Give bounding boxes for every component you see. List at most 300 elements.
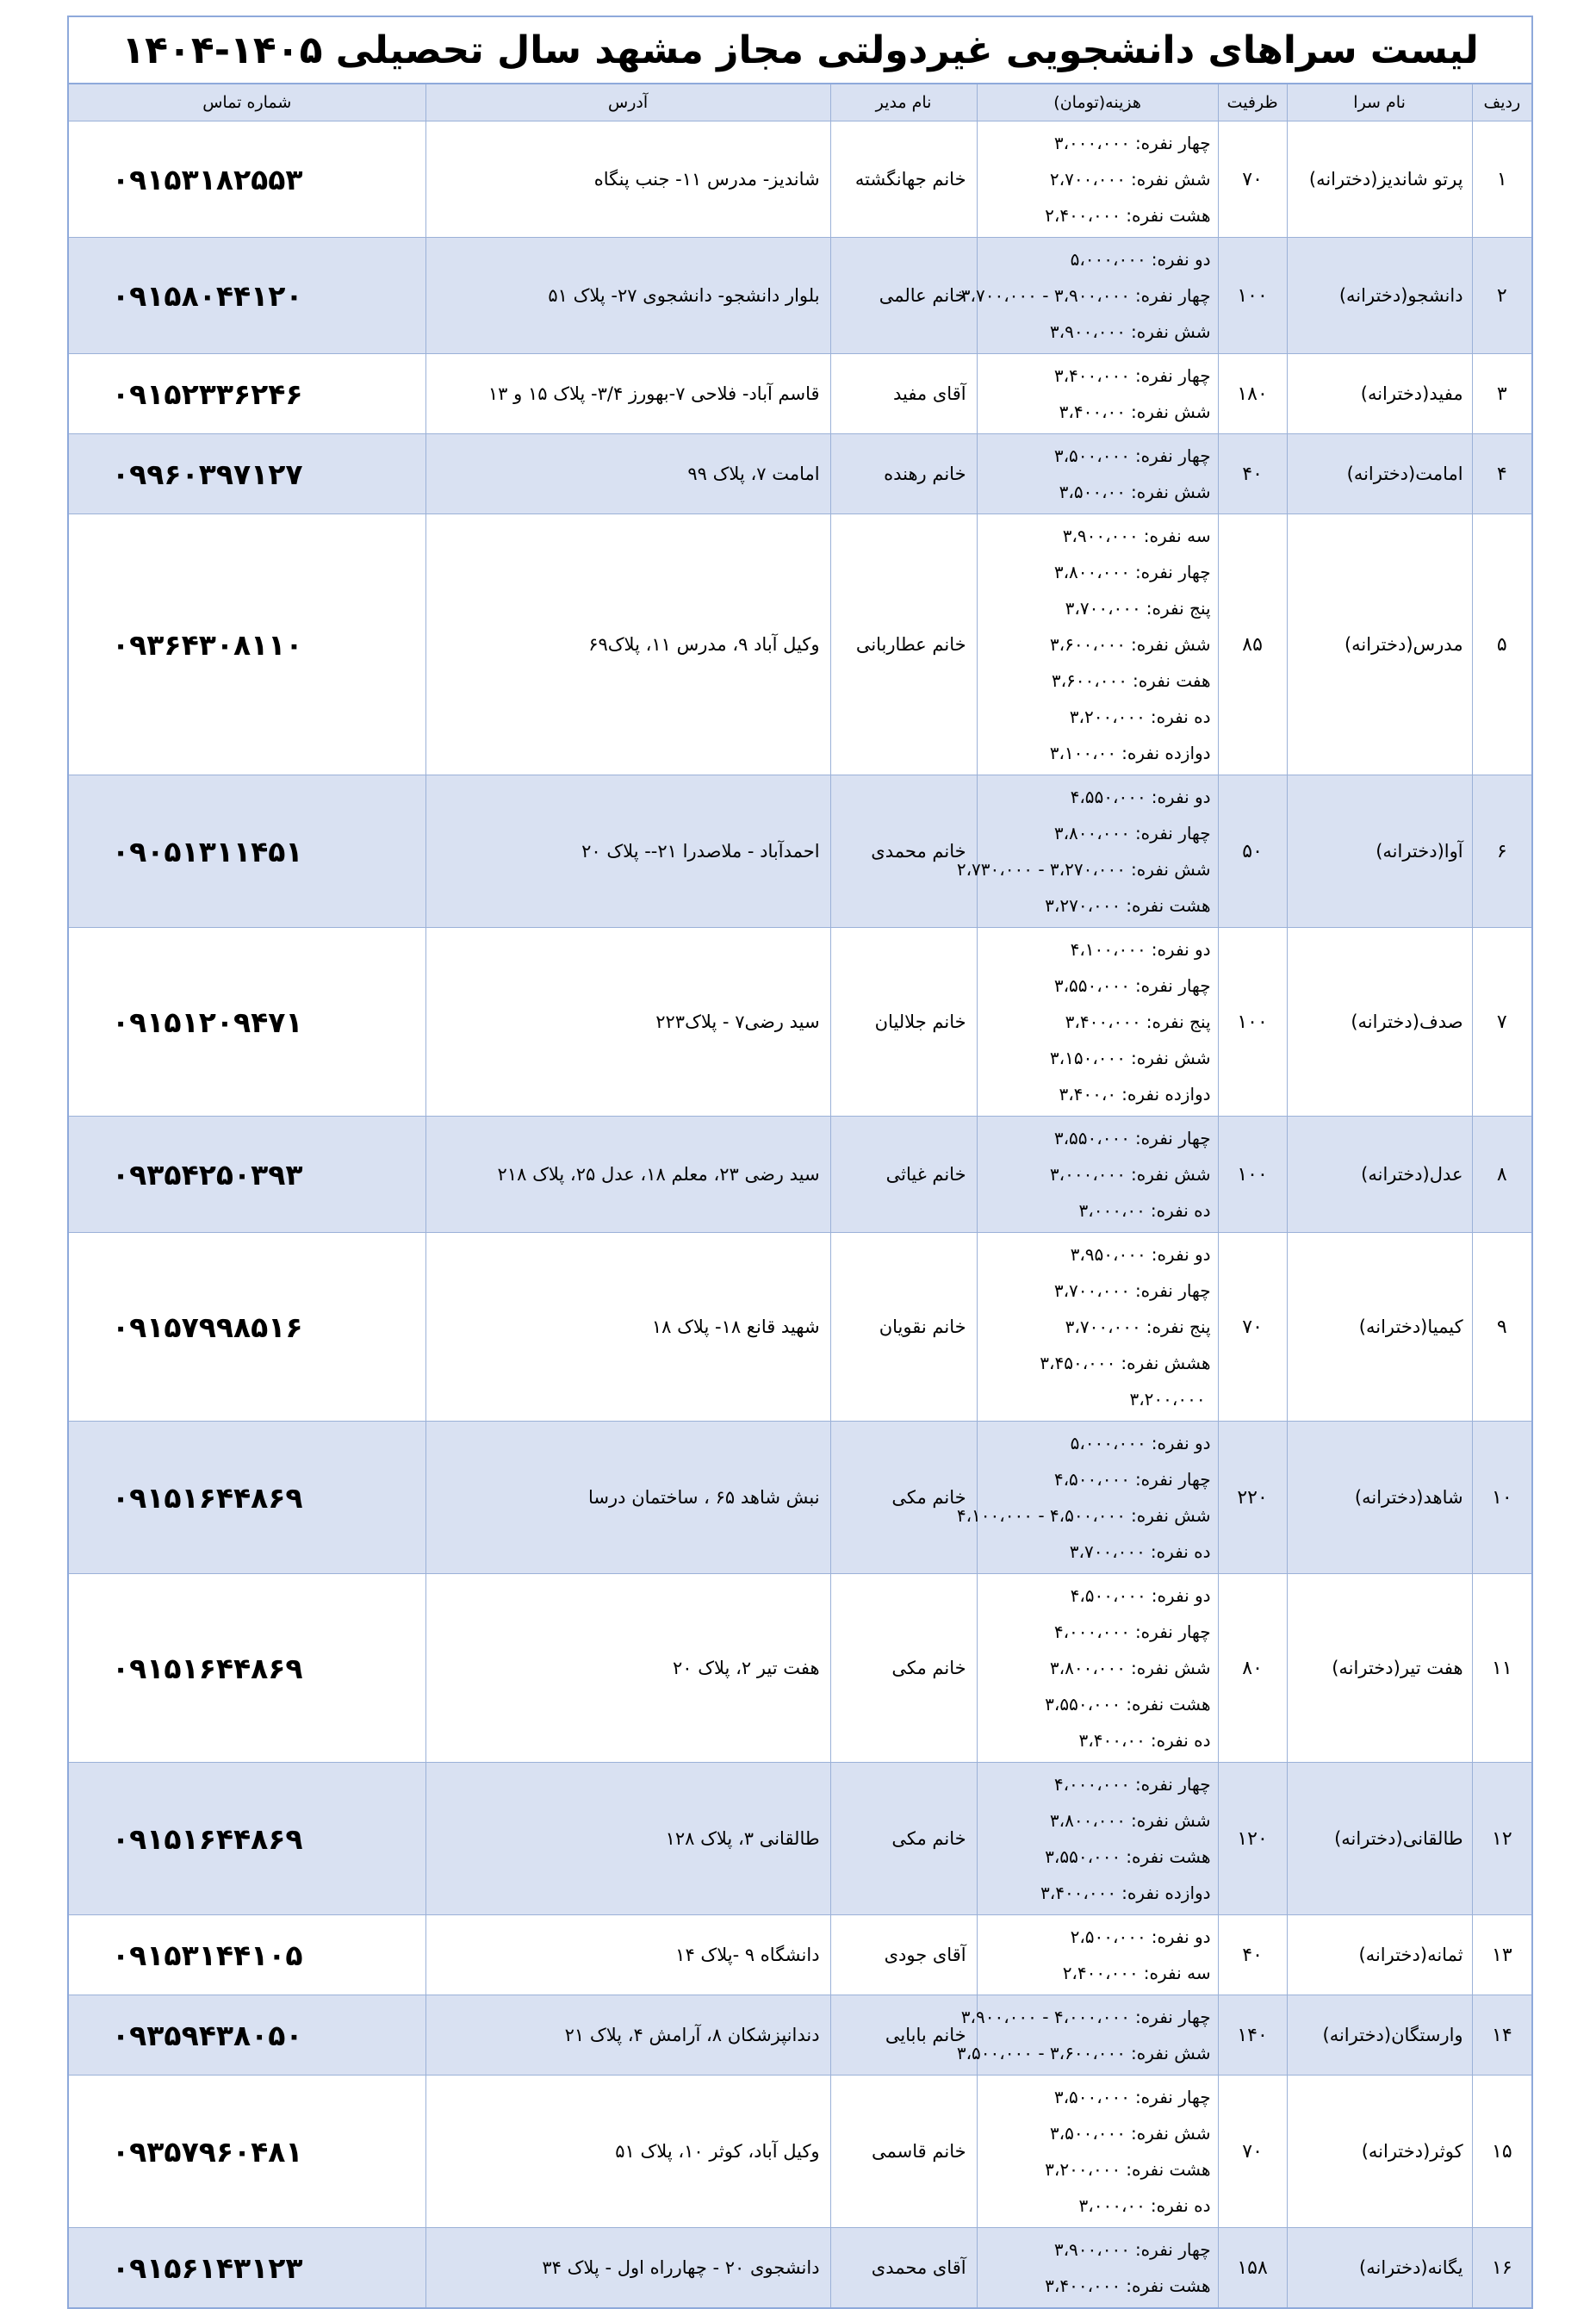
cost-line — [984, 2079, 1211, 2115]
cost-amount: ۳،۰۰۰،۰۰۰ — [1049, 1164, 1127, 1185]
address-text: نبش شاهد ۶۵ ، ساختمان درسا — [425, 1422, 830, 1574]
capacity-value: ۱۲۰ — [1218, 1763, 1287, 1915]
capacity-value: ۱۵۸ — [1218, 2228, 1287, 2309]
cost-amount: ۴،۰۰۰،۰۰۰ — [1053, 1621, 1130, 1642]
cost-room-type: شش نفره: — [1131, 1164, 1211, 1185]
manager-name: آقای جودی — [830, 1915, 977, 1995]
cost-amount: ۲،۷۰۰،۰۰۰ — [1049, 169, 1127, 190]
cost-room-type: هشت نفره: — [1126, 1694, 1211, 1715]
cost-room-type: شش نفره: — [1131, 1810, 1211, 1831]
address-text: دندانپزشکان ۸، آرامش ۴، پلاک ۲۱ — [425, 1995, 830, 2076]
cost-amount: ۲،۴۰۰،۰۰۰ — [1045, 205, 1121, 226]
row-index: ۱۰ — [1472, 1422, 1532, 1574]
cost-room-type: چهار نفره: — [1134, 2007, 1211, 2027]
phone-number: ۰۹۳۵۷۹۶۰۴۸۱ — [68, 2076, 425, 2228]
cost-room-type: هفت نفره: — [1132, 670, 1211, 691]
cost-line — [984, 438, 1211, 474]
cost-room-type: پنج نفره: — [1146, 1011, 1211, 1032]
row-index: ۱ — [1472, 121, 1532, 238]
table-row — [68, 1422, 1532, 1574]
cost-list — [956, 775, 1218, 928]
header-cost: هزینه(تومان) — [977, 84, 1218, 121]
cost-line — [956, 851, 1211, 887]
dormitory-name: دانشجو(دخترانه) — [1287, 238, 1472, 354]
row-index: ۱۲ — [1472, 1763, 1532, 1915]
cost-room-type: ده نفره: — [1150, 706, 1211, 727]
cost-line — [984, 815, 1211, 851]
dormitory-name: مدرس(دخترانه) — [1287, 514, 1472, 775]
table-row — [68, 354, 1532, 434]
cost-line — [984, 590, 1211, 626]
cost-line — [984, 2188, 1211, 2224]
capacity-value: ۱۸۰ — [1218, 354, 1287, 434]
cost-line — [984, 1919, 1211, 1955]
cost-room-type: هشش نفره: — [1121, 1353, 1211, 1373]
cost-amount: ۵،۰۰۰،۰۰۰ — [1070, 1433, 1146, 1453]
cost-list — [977, 1763, 1218, 1915]
cost-amount: ۴،۵۰۰،۰۰۰ — [1053, 1469, 1130, 1490]
header-capacity: ظرفیت — [1218, 84, 1287, 121]
dormitory-name: شاهد(دخترانه) — [1287, 1422, 1472, 1574]
manager-name: خانم غیاثی — [830, 1117, 977, 1233]
address-text: بلوار دانشجو- دانشجوی ۲۷- پلاک ۵۱ — [425, 238, 830, 354]
cost-amount: ۳،۴۰۰،۰۰۰ — [1053, 365, 1130, 386]
cost-list — [977, 2076, 1218, 2228]
cost-amount: ۳،۶۰۰،۰۰۰ - ۳،۵۰۰،۰۰۰ — [956, 2043, 1127, 2063]
cost-list — [977, 1574, 1218, 1763]
cost-line — [984, 1578, 1211, 1614]
table-row — [68, 434, 1532, 514]
table-row — [68, 1763, 1532, 1915]
row-index: ۸ — [1472, 1117, 1532, 1233]
cost-line — [984, 1614, 1211, 1650]
address-text: هفت تیر ۲، پلاک ۲۰ — [425, 1574, 830, 1763]
table-row — [68, 1995, 1532, 2076]
cost-line — [984, 1802, 1211, 1839]
phone-number: ۰۹۰۵۱۳۱۱۴۵۱ — [68, 775, 425, 928]
table-row — [68, 2076, 1532, 2228]
cost-line — [984, 518, 1211, 554]
table-row — [68, 238, 1532, 354]
table-row — [68, 1574, 1532, 1763]
dormitory-name: صدف(دخترانه) — [1287, 928, 1472, 1117]
manager-name: خانم مکی — [830, 1422, 977, 1574]
row-index: ۹ — [1472, 1233, 1532, 1422]
dormitory-name: مفید(دخترانه) — [1287, 354, 1472, 434]
capacity-value: ۷۰ — [1218, 1233, 1287, 1422]
cost-amount: ۳،۲۰۰،۰۰۰ — [1045, 2159, 1121, 2180]
cost-amount: ۳،۴۰۰،۰۰ — [1078, 1730, 1146, 1751]
cost-line — [984, 1722, 1211, 1758]
manager-name: خانم عالمی — [830, 238, 977, 354]
cost-amount: ۳،۵۵۰،۰۰۰ — [1053, 1128, 1130, 1148]
dormitory-name: پرتو شاندیز(دخترانه) — [1287, 121, 1472, 238]
phone-number: ۰۹۳۵۴۲۵۰۳۹۳ — [68, 1117, 425, 1233]
phone-number: ۰۹۱۵۷۹۹۸۵۱۶ — [68, 1233, 425, 1422]
cost-line — [984, 779, 1211, 815]
manager-name: خانم رهنده — [830, 434, 977, 514]
phone-number: ۰۹۱۵۱۲۰۹۴۷۱ — [68, 928, 425, 1117]
cost-line — [984, 1076, 1211, 1112]
cost-line — [984, 1686, 1211, 1722]
cost-amount: ۳،۲۷۰،۰۰۰ — [1045, 895, 1121, 916]
address-text: شهید قانع ۱۸- پلاک ۱۸ — [425, 1233, 830, 1422]
address-text: شاندیز- مدرس ۱۱- جنب پنگاه — [425, 121, 830, 238]
table-row — [68, 2228, 1532, 2309]
phone-number: ۰۹۹۶۰۳۹۷۱۲۷ — [68, 434, 425, 514]
phone-number: ۰۹۳۶۴۳۰۸۱۱۰ — [68, 514, 425, 775]
table-row — [68, 1233, 1532, 1422]
cost-room-type: شش نفره: — [1131, 634, 1211, 655]
phone-number: ۰۹۱۵۸۰۴۴۱۲۰ — [68, 238, 425, 354]
dormitory-name: وارستگان(دخترانه) — [1287, 1995, 1472, 2076]
cost-amount: ۴،۵۵۰،۰۰۰ — [1070, 787, 1146, 807]
cost-amount: ۳،۵۰۰،۰۰۰ — [1049, 2123, 1127, 2144]
cost-amount: ۳،۵۵۰،۰۰۰ — [1053, 975, 1130, 996]
cost-amount: ۳،۹۰۰،۰۰۰ — [1062, 526, 1139, 546]
manager-name: خانم عطاربانی — [830, 514, 977, 775]
cost-amount: ۳،۹۵۰،۰۰۰ — [1070, 1244, 1146, 1265]
cost-room-type: دو نفره: — [1151, 1244, 1211, 1265]
cost-amount: ۳،۶۰۰،۰۰۰ — [1051, 670, 1127, 691]
cost-amount: ۳،۵۵۰،۰۰۰ — [1045, 1694, 1121, 1715]
cost-list — [977, 354, 1218, 434]
table-header-row — [68, 84, 1532, 121]
header-manager: نام مدیر — [830, 84, 977, 121]
cost-line — [984, 2231, 1211, 2268]
cost-room-type: هشت نفره: — [1126, 1846, 1211, 1867]
cost-amount: ۳،۴۰۰،۰۰۰ — [1040, 1883, 1117, 1903]
header-name: نام سرا — [1287, 84, 1472, 121]
manager-name: خانم مکی — [830, 1574, 977, 1763]
cost-room-type: چهار نفره: — [1134, 133, 1211, 153]
table-row — [68, 1117, 1532, 1233]
address-text: امامت ۷، پلاک ۹۹ — [425, 434, 830, 514]
cost-room-type: هشت نفره: — [1126, 2159, 1211, 2180]
cost-line — [984, 197, 1211, 233]
cost-room-type: پنج نفره: — [1146, 598, 1211, 619]
cost-amount: ۴،۰۰۰،۰۰۰ - ۳،۹۰۰،۰۰۰ — [960, 2007, 1130, 2027]
header-index: ردیف — [1472, 84, 1532, 121]
address-text: سید رضی۷ - پلاک۲۲۳ — [425, 928, 830, 1117]
cost-room-type: ده نفره: — [1150, 1541, 1211, 1562]
dormitory-name: امامت(دخترانه) — [1287, 434, 1472, 514]
cost-amount: ۳،۹۰۰،۰۰۰ — [1049, 321, 1127, 342]
cost-amount: ۳،۹۰۰،۰۰۰ — [1053, 2239, 1130, 2260]
dormitory-name: طالقانی(دخترانه) — [1287, 1763, 1472, 1915]
cost-amount: ۲،۴۰۰،۰۰۰ — [1062, 1963, 1139, 1983]
cost-room-type: شش نفره: — [1131, 401, 1211, 422]
cost-line — [984, 1040, 1211, 1076]
cost-room-type: دو نفره: — [1151, 787, 1211, 807]
cost-line — [984, 125, 1211, 161]
row-index: ۱۳ — [1472, 1915, 1532, 1995]
cost-line — [984, 735, 1211, 771]
address-text: قاسم آباد- فلاحی ۷-بهورز ۳/۴- پلاک ۱۵ و ۱۳ — [425, 354, 830, 434]
cost-amount: ۴،۵۰۰،۰۰۰ - ۴،۱۰۰،۰۰۰ — [956, 1505, 1127, 1526]
phone-number: ۰۹۱۵۱۶۴۴۸۶۹ — [68, 1422, 425, 1574]
dormitory-name: کیمیا(دخترانه) — [1287, 1233, 1472, 1422]
cost-line — [984, 1345, 1211, 1381]
cost-room-type: چهار نفره: — [1134, 1621, 1211, 1642]
cost-room-type: دوازده نفره: — [1121, 1084, 1211, 1105]
row-index: ۴ — [1472, 434, 1532, 514]
cost-room-type: چهار نفره: — [1134, 1280, 1211, 1301]
cost-line — [984, 663, 1211, 699]
cost-amount: ۳،۵۰۰،۰۰ — [1059, 482, 1127, 502]
cost-line — [984, 1236, 1211, 1273]
cost-room-type: شش نفره: — [1131, 482, 1211, 502]
manager-name: خانم قاسمی — [830, 2076, 977, 2228]
cost-room-type: چهار نفره: — [1134, 1469, 1211, 1490]
cost-line — [984, 931, 1211, 968]
table-row — [68, 1915, 1532, 1995]
row-index: ۳ — [1472, 354, 1532, 434]
cost-amount: ۳،۰۰۰،۰۰ — [1078, 2195, 1146, 2216]
cost-amount: ۳،۷۰۰،۰۰۰ — [1065, 598, 1141, 619]
row-index: ۵ — [1472, 514, 1532, 775]
row-index: ۶ — [1472, 775, 1532, 928]
address-text: سید رضی ۲۳، معلم ۱۸، عدل ۲۵، پلاک ۲۱۸ — [425, 1117, 830, 1233]
cost-amount: ۴،۱۰۰،۰۰۰ — [1070, 939, 1146, 960]
cost-list — [977, 928, 1218, 1117]
cost-line — [984, 968, 1211, 1004]
cost-line — [984, 314, 1211, 350]
cost-line — [984, 241, 1211, 277]
row-index: ۲ — [1472, 238, 1532, 354]
cost-amount: ۳،۴۰۰،۰۰ — [1059, 401, 1127, 422]
cost-amount: ۳،۸۰۰،۰۰۰ — [1053, 823, 1130, 843]
cost-room-type: هشت نفره: — [1126, 2275, 1211, 2296]
capacity-value: ۱۰۰ — [1218, 238, 1287, 354]
cost-amount: ۳،۸۰۰،۰۰۰ — [1049, 1658, 1127, 1678]
cost-room-type: چهار نفره: — [1134, 2087, 1211, 2107]
header-address: آدرس — [425, 84, 830, 121]
cost-room-type: شش نفره: — [1131, 2043, 1211, 2063]
capacity-value: ۱۴۰ — [1218, 1995, 1287, 2076]
dormitory-table — [67, 16, 1533, 2309]
manager-name: آقای مفید — [830, 354, 977, 434]
cost-list — [956, 1995, 1218, 2076]
manager-name: خانم مکی — [830, 1763, 977, 1915]
dormitory-name: آوا(دخترانه) — [1287, 775, 1472, 928]
cost-amount: ۳،۱۰۰،۰۰ — [1049, 743, 1117, 763]
cost-amount: ۳،۹۰۰،۰۰۰ - ۳،۷۰۰،۰۰۰ — [960, 285, 1130, 306]
cost-room-type: چهار نفره: — [1134, 1128, 1211, 1148]
row-index: ۱۶ — [1472, 2228, 1532, 2309]
cost-room-type: سه نفره: — [1143, 1963, 1211, 1983]
cost-amount: ۳،۵۵۰،۰۰۰ — [1045, 1846, 1121, 1867]
cost-room-type: شش نفره: — [1131, 1658, 1211, 1678]
dormitory-name: کوثر(دخترانه) — [1287, 2076, 1472, 2228]
row-index: ۷ — [1472, 928, 1532, 1117]
cost-line — [984, 626, 1211, 663]
cost-room-type: دوازده نفره: — [1121, 743, 1211, 763]
table-row — [68, 514, 1532, 775]
cost-list — [977, 2228, 1218, 2309]
phone-number: ۰۹۱۵۱۶۴۴۸۶۹ — [68, 1574, 425, 1763]
address-text: وکیل آباد ۹، مدرس ۱۱، پلاک۶۹ — [425, 514, 830, 775]
capacity-value: ۱۰۰ — [1218, 928, 1287, 1117]
cost-line — [984, 554, 1211, 590]
cost-room-type: هشت نفره: — [1126, 895, 1211, 916]
dormitory-name: عدل(دخترانه) — [1287, 1117, 1472, 1233]
cost-line — [984, 2115, 1211, 2151]
phone-number: ۰۹۱۵۶۱۴۳۱۲۳ — [68, 2228, 425, 2309]
dormitory-list-sheet — [67, 16, 1531, 2309]
cost-room-type: سه نفره: — [1143, 526, 1211, 546]
capacity-value: ۱۰۰ — [1218, 1117, 1287, 1233]
cost-line — [984, 1192, 1211, 1229]
cost-line — [984, 1309, 1211, 1345]
capacity-value: ۵۰ — [1218, 775, 1287, 928]
cost-line — [984, 1534, 1211, 1570]
cost-line — [984, 394, 1211, 430]
cost-room-type: شش نفره: — [1131, 2123, 1211, 2144]
cost-list — [977, 1117, 1218, 1233]
cost-room-type: دو نفره: — [1151, 1926, 1211, 1947]
cost-list — [977, 514, 1218, 775]
cost-line — [984, 1955, 1211, 1991]
cost-list — [977, 434, 1218, 514]
phone-number: ۰۹۱۵۳۱۴۴۱۰۵ — [68, 1915, 425, 1995]
cost-line — [960, 277, 1211, 314]
cost-line — [984, 358, 1211, 394]
cost-line — [984, 1839, 1211, 1875]
cost-line — [984, 2268, 1211, 2304]
cost-room-type: دوازده نفره: — [1121, 1883, 1211, 1903]
manager-name: آقای محمدی — [830, 2228, 977, 2309]
cost-line — [960, 1999, 1211, 2035]
manager-name: خانم جهانگشته — [830, 121, 977, 238]
cost-amount: ۳،۷۰۰،۰۰۰ — [1065, 1316, 1141, 1337]
cost-room-type: شش نفره: — [1131, 169, 1211, 190]
address-text: دانشجوی ۲۰ - چهارراه اول - پلاک ۳۴ — [425, 2228, 830, 2309]
cost-line — [984, 1120, 1211, 1156]
cost-line — [984, 1273, 1211, 1309]
address-text: طالقانی ۳، پلاک ۱۲۸ — [425, 1763, 830, 1915]
capacity-value: ۷۰ — [1218, 121, 1287, 238]
cost-room-type: ده نفره: — [1150, 2195, 1211, 2216]
cost-line — [984, 474, 1211, 510]
cost-list — [956, 1422, 1218, 1574]
capacity-value: ۲۲۰ — [1218, 1422, 1287, 1574]
cost-line — [984, 161, 1211, 197]
cost-amount: ۳،۴۰۰،۰۰۰ — [1065, 1011, 1141, 1032]
cost-line — [956, 2035, 1211, 2071]
cost-room-type: دو نفره: — [1151, 1585, 1211, 1606]
phone-number: ۰۹۱۵۲۳۳۶۲۴۶ — [68, 354, 425, 434]
row-index: ۱۴ — [1472, 1995, 1532, 2076]
cost-room-type: چهار نفره: — [1134, 1774, 1211, 1795]
cost-amount: ۳،۵۰۰،۰۰۰ — [1053, 445, 1130, 466]
cost-amount: ۵،۰۰۰،۰۰۰ — [1070, 249, 1146, 270]
cost-room-type: شش نفره: — [1131, 859, 1211, 880]
cost-amount: ۳،۲۰۰،۰۰۰ — [1129, 1389, 1206, 1410]
cost-list — [977, 1233, 1218, 1422]
header-phone: شماره تماس — [68, 84, 425, 121]
dormitory-name: یگانه(دخترانه) — [1287, 2228, 1472, 2309]
phone-number: ۰۹۳۵۹۴۳۸۰۵۰ — [68, 1995, 425, 2076]
cost-amount: ۳،۷۰۰،۰۰۰ — [1069, 1541, 1146, 1562]
manager-name: خانم جلالیان — [830, 928, 977, 1117]
cost-room-type: چهار نفره: — [1134, 445, 1211, 466]
phone-number: ۰۹۱۵۱۶۴۴۸۶۹ — [68, 1763, 425, 1915]
cost-line — [984, 1461, 1211, 1497]
cost-room-type: دو نفره: — [1151, 1433, 1211, 1453]
table-body — [68, 121, 1532, 2309]
cost-amount: ۳،۴۵۰،۰۰۰ — [1040, 1353, 1116, 1373]
cost-amount: ۳،۶۰۰،۰۰۰ — [1049, 634, 1127, 655]
cost-room-type: چهار نفره: — [1134, 285, 1211, 306]
cost-line — [984, 1156, 1211, 1192]
cost-line — [984, 1004, 1211, 1040]
cost-list — [960, 238, 1218, 354]
capacity-value: ۸۰ — [1218, 1574, 1287, 1763]
cost-room-type: شش نفره: — [1131, 1048, 1211, 1068]
capacity-value: ۴۰ — [1218, 1915, 1287, 1995]
phone-number: ۰۹۱۵۳۱۸۲۵۵۳ — [68, 121, 425, 238]
cost-room-type: شش نفره: — [1131, 1505, 1211, 1526]
cost-amount: ۳،۴۰۰،۰ — [1059, 1084, 1117, 1105]
cost-room-type: ده نفره: — [1150, 1200, 1211, 1221]
manager-name: خانم نقویان — [830, 1233, 977, 1422]
cost-line — [984, 1381, 1211, 1417]
page-title: لیست سراهای دانشجویی غیردولتی مجاز مشهد سال تحصیلی ۱۴۰۵-۱۴۰۴ — [68, 16, 1532, 84]
table-row — [68, 928, 1532, 1117]
cost-line — [984, 1650, 1211, 1686]
cost-amount: ۳،۰۰۰،۰۰۰ — [1053, 133, 1130, 153]
cost-amount: ۳،۲۰۰،۰۰۰ — [1069, 706, 1146, 727]
cost-amount: ۳،۰۰۰،۰۰ — [1078, 1200, 1146, 1221]
dormitory-name: هفت تیر(دخترانه) — [1287, 1574, 1472, 1763]
cost-room-type: چهار نفره: — [1134, 823, 1211, 843]
dormitory-name: ثمانه(دخترانه) — [1287, 1915, 1472, 1995]
cost-room-type: پنج نفره: — [1146, 1316, 1211, 1337]
cost-amount: ۴،۰۰۰،۰۰۰ — [1053, 1774, 1130, 1795]
address-text: احمدآباد - ملاصدرا ۲۱-- پلاک ۲۰ — [425, 775, 830, 928]
cost-line — [984, 699, 1211, 735]
cost-line — [984, 1425, 1211, 1461]
manager-name: خانم محمدی — [830, 775, 977, 928]
cost-line — [984, 1875, 1211, 1911]
cost-room-type: چهار نفره: — [1134, 365, 1211, 386]
table-row — [68, 121, 1532, 238]
cost-line — [956, 1497, 1211, 1534]
cost-room-type: هشت نفره: — [1126, 205, 1211, 226]
manager-name: خانم بابایی — [830, 1995, 977, 2076]
cost-line — [984, 887, 1211, 924]
cost-room-type: چهار نفره: — [1134, 562, 1211, 582]
cost-room-type: دو نفره: — [1151, 939, 1211, 960]
row-index: ۱۱ — [1472, 1574, 1532, 1763]
cost-amount: ۳،۴۰۰،۰۰۰ — [1045, 2275, 1121, 2296]
cost-line — [984, 1766, 1211, 1802]
cost-line — [984, 2151, 1211, 2188]
cost-amount: ۳،۵۰۰،۰۰۰ — [1053, 2087, 1130, 2107]
cost-room-type: چهار نفره: — [1134, 975, 1211, 996]
capacity-value: ۸۵ — [1218, 514, 1287, 775]
cost-amount: ۳،۷۰۰،۰۰۰ — [1053, 1280, 1130, 1301]
address-text: وکیل آباد، کوثر ۱۰، پلاک ۵۱ — [425, 2076, 830, 2228]
cost-room-type: شش نفره: — [1131, 321, 1211, 342]
capacity-value: ۴۰ — [1218, 434, 1287, 514]
cost-amount: ۲،۵۰۰،۰۰۰ — [1070, 1926, 1146, 1947]
cost-amount: ۳،۸۰۰،۰۰۰ — [1053, 562, 1130, 582]
cost-amount: ۳،۱۵۰،۰۰۰ — [1049, 1048, 1127, 1068]
cost-room-type: چهار نفره: — [1134, 2239, 1211, 2260]
cost-amount: ۴،۵۰۰،۰۰۰ — [1070, 1585, 1146, 1606]
